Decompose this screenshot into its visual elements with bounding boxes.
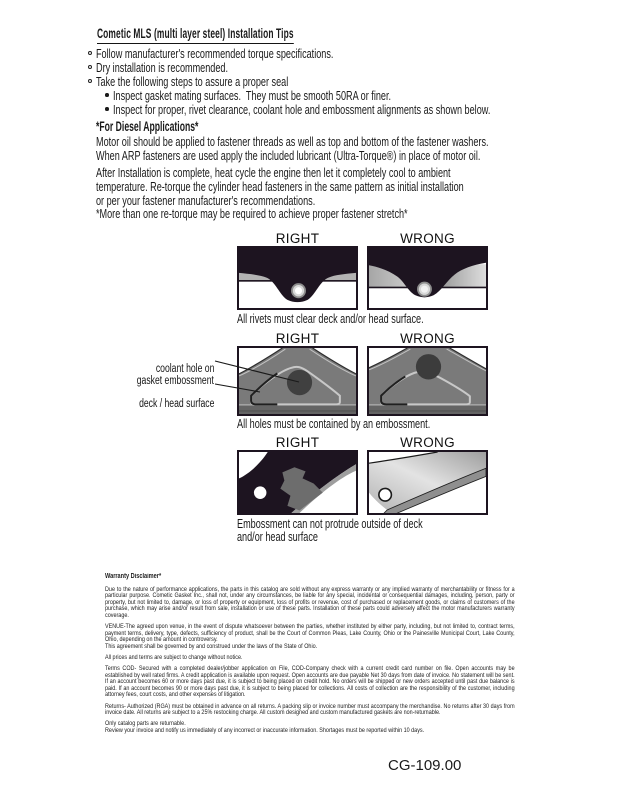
rivet-clearance-wrong-diagram	[369, 248, 486, 308]
annotation-line: deck / head surface	[138, 397, 214, 410]
bullet-circle-icon	[88, 79, 92, 83]
embossment-caption: All holes must be contained by an embossment.	[237, 416, 431, 431]
wrong-example-column	[367, 435, 488, 515]
wrong-label: WRONG	[400, 231, 455, 246]
installation-tips-list	[88, 46, 618, 116]
protrusion-right-panel	[237, 450, 358, 515]
coolant-right-panel	[237, 346, 358, 416]
protrusion-caption: Embossment can not protrude outside of deck and/or head surface	[237, 516, 423, 544]
coolant-wrong-panel	[367, 346, 488, 416]
list-item-text: Take the following steps to assure a proper seal	[96, 73, 289, 89]
diesel-paragraph-2: After Installation is complete, heat cycle the engine then let it completely cool to ambient temperature. Re-torque the cylinder head fasteners in the same pattern as initial installation or per your fastener manufacturer's recommendations.	[96, 165, 464, 208]
disclaimer-paragraph: VENUE-The agreed upon venue, in the event of dispute whatsoever between the parties, whether instituted by either party, including, but not limited to, contract terms, payment terms, delivery, type, defects, sufficiency of product, shall be the Court of Common Pleas, Lake County, Ohio or the Painesville Municipal Court, Lake County, Ohio, depending on the amount in controversy. This agreement shall be governed by and construed under the laws of the State of Ohio.	[105, 623, 515, 650]
wrong-example-column	[367, 231, 488, 310]
rivet-clearance-right-diagram	[239, 248, 356, 308]
diesel-applications-heading: *For Diesel Applications*	[96, 119, 199, 134]
coolant-hole-right-diagram	[239, 348, 356, 414]
list-item	[88, 88, 618, 102]
list-item-text: Inspect gasket mating surfaces. They must be smooth 50RA or finer.	[112, 87, 391, 103]
wrong-label: WRONG	[400, 435, 455, 450]
protrusion-right-diagram	[239, 452, 356, 513]
right-label: RIGHT	[275, 231, 320, 246]
bullet-dot-icon	[105, 107, 109, 111]
disclaimer-paragraph: Returns- Authorized (RGA) must be obtained in advance on all returns. A packing slip or invoice number must accompany the merchandise. No returns after 30 days from invoice date. All returns are subject to a 25% restocking charge. All custom designed and custom manufactured gaskets are non-returnable.	[105, 702, 515, 717]
right-label: RIGHT	[275, 435, 320, 450]
rivet-right-panel	[237, 246, 358, 310]
bolt-hole-icon	[254, 486, 267, 499]
disclaimer-paragraph: Only catalog parts are returnable. Review your invoice and notify us immediately of any incorrect or inaccurate information. Shortages must be reported within 10 days.	[105, 720, 425, 734]
wrong-example-column	[367, 331, 488, 416]
page-title: Cometic MLS (multi layer steel) Installation Tips	[97, 25, 294, 44]
warranty-disclaimer	[105, 574, 515, 739]
diesel-paragraph-1: Motor oil should be applied to fastener threads as well as top and bottom of the fastener washers. When ARP fasteners are used apply the included lubricant (Ultra-Torque®) in place of motor oil.	[96, 134, 489, 163]
list-item	[88, 102, 618, 116]
disclaimer-paragraph: Terms COD- Secured with a completed dealer/jobber application on File, COD-Company check with a current credit card number on file. Open accounts may be established by well rated firms. A credit application is available upon request. Open accounts are due payable Net 30 days from date of invoice. No statement will be sent. If an account becomes 60 or more days past due, it is subject to being placed on credit hold. No orders will be shipped or new orders accepted until past due balance is paid. If an account becomes 90 or more days past due, it is subject to being placed for collections. All costs of collection are the responsibility of the customer, including attorney fees, court costs, and other expenses of litigation.	[105, 665, 515, 699]
list-item-text: Dry installation is recommended.	[96, 59, 229, 75]
list-item-text: Inspect for proper, rivet clearance, coolant hole and embossment alignments as shown below.	[112, 101, 490, 117]
coolant-hole-wrong-diagram	[369, 348, 486, 414]
right-example-column	[237, 231, 358, 310]
retorque-note: *More than one re-torque may be required to achieve proper fastener stretch*	[96, 206, 408, 221]
wrong-label: WRONG	[400, 331, 455, 346]
protrusion-wrong-panel	[367, 450, 488, 515]
disclaimer-heading: Warranty Disclaimer*	[105, 573, 162, 580]
disclaimer-paragraph: All prices and terms are subject to change without notice.	[105, 653, 243, 661]
embossment-diagram-row	[237, 331, 488, 416]
right-example-column	[237, 331, 358, 416]
bullet-dot-icon	[105, 93, 109, 97]
list-item	[88, 74, 618, 88]
list-item	[88, 60, 618, 74]
bullet-circle-icon	[88, 65, 92, 69]
annotation-line: coolant hole on	[155, 363, 214, 375]
coolant-hole-icon	[416, 354, 441, 379]
protrusion-wrong-diagram	[369, 452, 486, 513]
right-example-column	[237, 435, 358, 515]
rivet-caption: All rivets must clear deck and/or head surface.	[237, 311, 424, 326]
coolant-hole-icon	[287, 370, 312, 395]
list-item	[88, 46, 618, 60]
list-item-text: Follow manufacturer's recommended torque specifications.	[96, 45, 334, 61]
right-label: RIGHT	[275, 331, 320, 346]
page-number: CG-109.00	[388, 757, 462, 774]
rivet-wrong-panel	[367, 246, 488, 310]
disclaimer-paragraph: Due to the nature of performance applications, the parts in this catalog are sold without any express warranty or any implied warranty of merchantability or fitness for a particular purpose. Cometic Gasket Inc., shall not, under any circumstances, be liable for any special, incidental or consequential damages, including, person, party or property, but not limited to, damage, or loss of property or equipment, loss of profits or revenue, cost of purchased or replacement goods, or claims of customers of the purchase, which may arise and/or result from sale, installation or use of these parts. Installation of these parts could adversely affect the motor manufacturers warranty coverage.	[105, 585, 515, 619]
gasket-embossment-annotation: gasket embossment	[136, 375, 214, 387]
bullet-circle-icon	[88, 51, 92, 55]
protrusion-diagram-row	[237, 435, 488, 515]
rivet-diagram-row	[237, 231, 488, 310]
bolt-hole-icon	[379, 488, 392, 501]
